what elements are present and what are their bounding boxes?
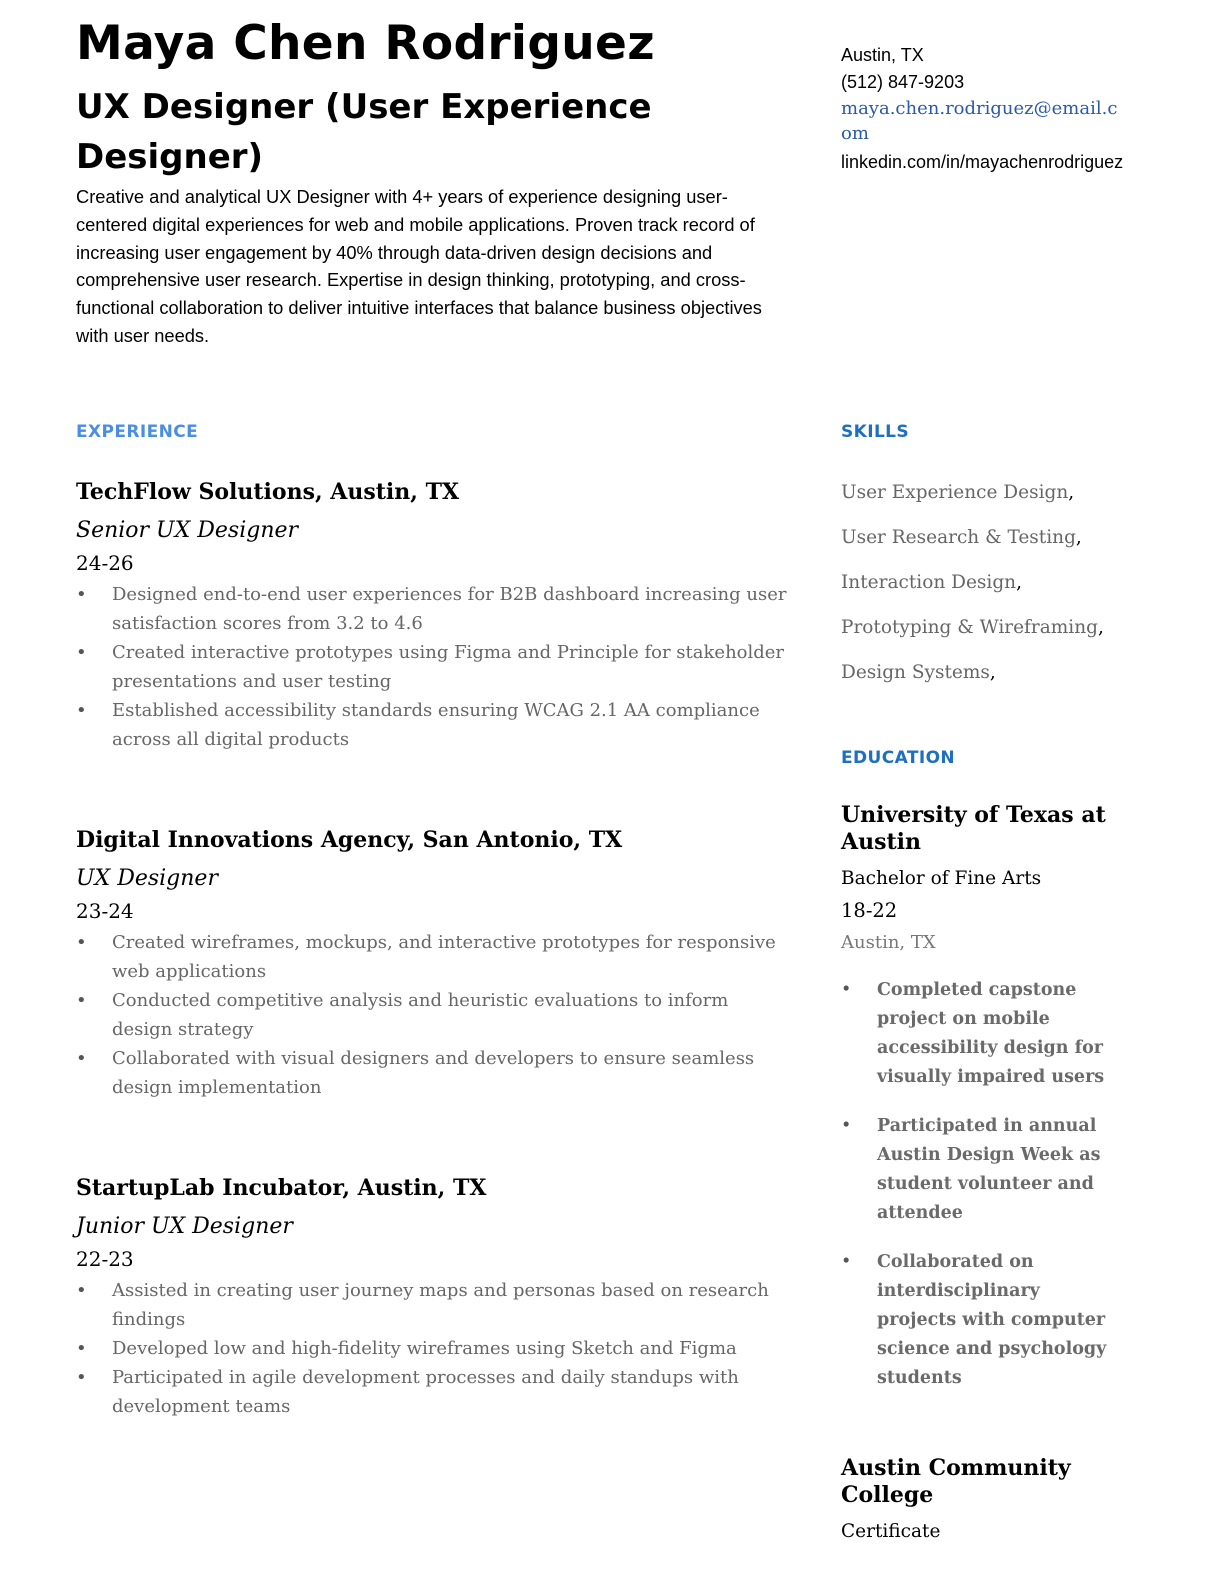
job-bullet: • Designed end-to-end user experiences for B2B dashboard increasing user satisfaction scores from 3.2 to 4.6 [76,580,788,638]
education-bullet: • Participated in annual Austin Design Week as student volunteer and attendee [841,1112,1113,1228]
job-bullets [76,928,788,1102]
skills-list [841,470,1104,695]
education-bullet: • Collaborated on interdisciplinary projects with computer science and psychology students [841,1248,1113,1393]
job-role: Senior UX Designer [76,518,299,543]
school-name: Austin Community College [841,1455,1071,1508]
job-bullet: • Developed low and high-fidelity wireframes using Sketch and Figma [76,1334,788,1363]
school-name: University of Texas at Austin [841,802,1106,855]
contact-location: Austin, TX [841,45,924,65]
education-bullets [841,976,1113,1393]
education-entry [841,802,1113,1413]
candidate-name: Maya Chen Rodriguez [76,16,655,71]
contact-info [841,42,1124,176]
skill-item [841,560,1104,605]
skill-name: Design Systems [841,662,990,683]
experience-entry [76,475,788,754]
job-bullet: • Created interactive prototypes using Figma and Principle for stakeholder presentations and user testing [76,638,788,696]
skill-name: Prototyping & Wireframing [841,617,1098,638]
experience-entry [76,823,788,1102]
skill-name: User Experience Design [841,482,1069,503]
skill-separator: , [1068,482,1075,503]
experience-entry [76,1171,788,1421]
job-dates: 23-24 [76,899,134,923]
job-role: Junior UX Designer [76,1214,293,1239]
education-dates: 18-22 [841,899,898,922]
skill-separator: , [1097,617,1104,638]
professional-summary: Creative and analytical UX Designer with 4+ years of experience designing user-centered digital experiences for web and mobile applications. Proven track record of increasing user engagement by 40% through data-driven design decisions and comprehensive user research. Expertise in design thinking, prototyping, and cross-functional collaboration to deliver intuitive interfaces that balance business objectives with user needs. [76,186,762,346]
contact-linkedin: linkedin.com/in/mayachenrodriguez [841,152,1124,172]
skill-separator: , [1016,572,1022,593]
skill-name: User Research & Testing [841,527,1076,548]
job-company: TechFlow Solutions, Austin, TX [76,479,460,505]
job-bullet: • Assisted in creating user journey maps and personas based on research findings [76,1276,788,1334]
contact-email-link[interactable]: maya.chen.rodriguez@email.com [841,98,1118,144]
skill-item [841,470,1104,515]
education-entry [841,1455,1113,1545]
job-dates: 24-26 [76,551,134,575]
education-bullet: • Completed capstone project on mobile accessibility design for visually impaired users [841,976,1113,1092]
job-bullet: • Participated in agile development processes and daily standups with development teams [76,1363,788,1421]
job-role: UX Designer [76,866,218,891]
job-title: UX Designer (User Experience Designer) [76,87,652,177]
skill-separator: , [989,662,996,683]
degree: Certificate [841,1521,941,1542]
skill-item [841,650,1104,695]
skill-item [841,515,1104,560]
degree: Bachelor of Fine Arts [841,868,1042,889]
skill-item [841,605,1104,650]
skills-heading: SKILLS [841,422,910,442]
job-bullet: • Created wireframes, mockups, and interactive prototypes for responsive web applications [76,928,788,986]
job-dates: 22-23 [76,1247,134,1271]
education-heading: EDUCATION [841,748,956,768]
skill-name: Interaction Design [841,572,1017,593]
contact-phone: (512) 847-9203 [841,72,965,92]
job-bullet: • Established accessibility standards ensuring WCAG 2.1 AA compliance across all digital products [76,696,788,754]
job-bullet: • Collaborated with visual designers and developers to ensure seamless design implementation [76,1044,788,1102]
skill-separator: , [1075,527,1082,548]
job-bullet: • Conducted competitive analysis and heuristic evaluations to inform design strategy [76,986,788,1044]
experience-heading: EXPERIENCE [76,422,199,442]
job-bullets [76,580,788,754]
job-company: Digital Innovations Agency, San Antonio, TX [76,827,623,853]
job-bullets [76,1276,788,1421]
education-location: Austin, TX [841,932,936,953]
job-company: StartupLab Incubator, Austin, TX [76,1175,487,1201]
